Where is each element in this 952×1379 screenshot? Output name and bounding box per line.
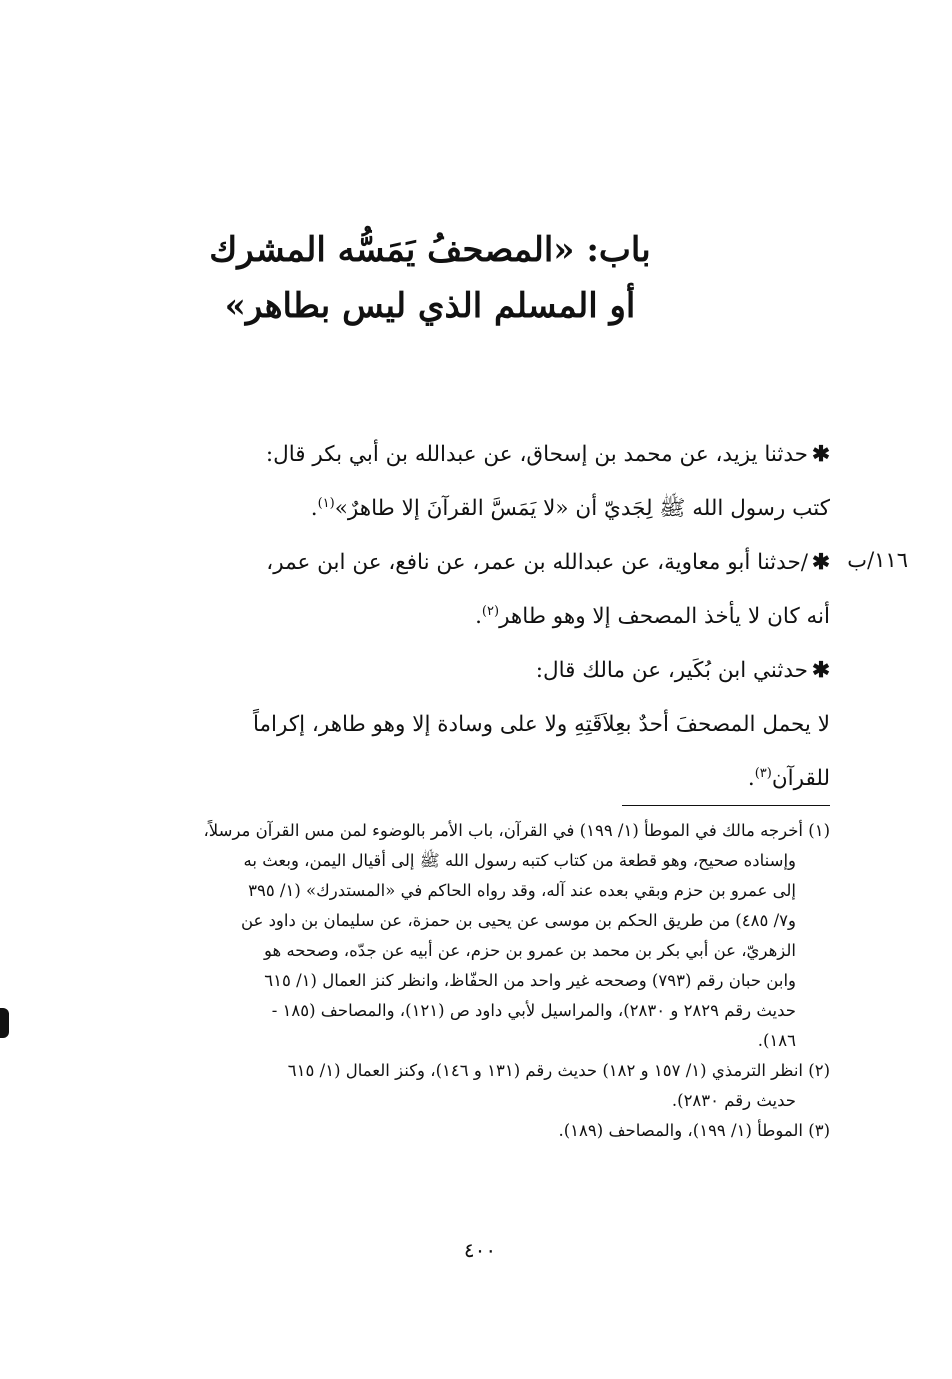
footnote-line: (٣) الموطأ (١/ ١٩٩)، والمصاحف (١٨٩). bbox=[558, 1121, 830, 1140]
text-line bbox=[140, 644, 830, 698]
end-punctuation: . bbox=[747, 766, 755, 791]
footnote-reference[interactable]: (٣) bbox=[754, 765, 772, 781]
page-number: ٤٠٠ bbox=[463, 1238, 497, 1262]
narration-chain: حدثني ابن بُكَير، عن مالك قال: bbox=[535, 658, 808, 683]
hadith-paragraph-4 bbox=[140, 698, 830, 806]
footnote-line: وإسناده صحيح، وهو قطعة من كتاب كتبه رسول الله ﷺ إلى أقيال اليمن، وبعث به bbox=[243, 851, 796, 870]
footnote-line: الزهريّ، عن أبي بكر بن محمد بن عمرو بن حزم، عن أبيه عن جدّه، وصححه هو bbox=[263, 941, 796, 960]
footnote-line: (٢) انظر الترمذي (١/ ١٥٧ و ١٨٢) حديث رقم (١٣١ و ١٤٦)، وكنز العمال (١/ ٦١٥ bbox=[287, 1061, 830, 1080]
footnote-1 bbox=[130, 816, 830, 1056]
chapter-title-line-2: أو المسلم الذي ليس بطاهر» bbox=[224, 286, 636, 326]
narration-text: أنه كان لا يأخذ المصحف إلا وهو طاهر bbox=[499, 604, 830, 629]
main-text bbox=[140, 428, 830, 806]
footnote-line: حديث رقم ٢٨٣٠). bbox=[671, 1091, 796, 1110]
footnote-reference[interactable]: (٢) bbox=[481, 603, 500, 619]
text-line bbox=[140, 752, 830, 806]
footnote-line: حديث رقم ٢٨٢٩ و ٢٨٣٠)، والمراسيل لأبي داود ص (١٢١)، والمصاحف (١٨٥ - bbox=[271, 1001, 796, 1020]
footnotes-section bbox=[130, 816, 830, 1146]
chapter-title bbox=[150, 222, 710, 334]
narration-text: كتب رسول الله ﷺ لِجَديّ أن «لا يَمَسَّ القرآنَ إلا طاهرٌ» bbox=[334, 496, 830, 521]
footnote-line: (١) أخرجه مالك في الموطأ (١/ ١٩٩) في القرآن، باب الأمر بالوضوء لمن مس القرآن مرسلاً، bbox=[203, 821, 830, 840]
asterisk-icon: ✱ bbox=[811, 658, 830, 683]
asterisk-icon: ✱ bbox=[811, 550, 830, 575]
footnote-2 bbox=[130, 1056, 830, 1116]
asterisk-icon: ✱ bbox=[811, 442, 830, 467]
footnote-reference[interactable]: (١) bbox=[317, 495, 335, 511]
narration-text: للقرآن bbox=[771, 766, 830, 791]
end-punctuation: . bbox=[310, 496, 318, 521]
hadith-paragraph-2 bbox=[140, 536, 830, 644]
manuscript-folio-note: ١١٦/ب bbox=[847, 548, 908, 572]
hadith-paragraph-1 bbox=[140, 428, 830, 536]
text-line bbox=[140, 536, 830, 590]
footnote-3 bbox=[130, 1116, 830, 1146]
end-punctuation: . bbox=[475, 604, 482, 629]
hadith-paragraph-3 bbox=[140, 644, 830, 698]
footnote-line: إلى عمرو بن حزم وبقي بعده عند آله، وقد رواه الحاكم في «المستدرك» (١/ ٣٩٥ bbox=[248, 881, 796, 900]
text-line bbox=[140, 482, 830, 536]
narration-chain: /حدثنا أبو معاوية، عن عبدالله بن عمر، عن نافع، عن ابن عمر، bbox=[266, 550, 808, 575]
text-line bbox=[140, 590, 830, 644]
text-line bbox=[140, 698, 830, 752]
narration-text: لا يحمل المصحفَ أحدٌ بعِلاَقَتِهِ ولا على وسادة إلا وهو طاهر، إكراماً bbox=[252, 712, 830, 737]
footnote-divider bbox=[622, 805, 830, 806]
footnote-line: و٧/ ٤٨٥) من طريق الحكم بن موسى عن يحيى بن حمزة، عن سليمان بن داود عن bbox=[240, 911, 796, 930]
scan-edge-mark bbox=[0, 1008, 9, 1038]
narration-chain: حدثنا يزيد، عن محمد بن إسحاق، عن عبدالله بن أبي بكر قال: bbox=[265, 442, 808, 467]
chapter-title-line-1: باب: «المصحفُ يَمَسُّه المشرك bbox=[209, 230, 651, 270]
text-line bbox=[140, 428, 830, 482]
footnote-line: وابن حبان رقم (٧٩٣) وصححه غير واحد من الحفّاظ، وانظر كنز العمال (١/ ٦١٥ bbox=[264, 971, 796, 990]
footnote-line: ١٨٦). bbox=[757, 1031, 796, 1050]
